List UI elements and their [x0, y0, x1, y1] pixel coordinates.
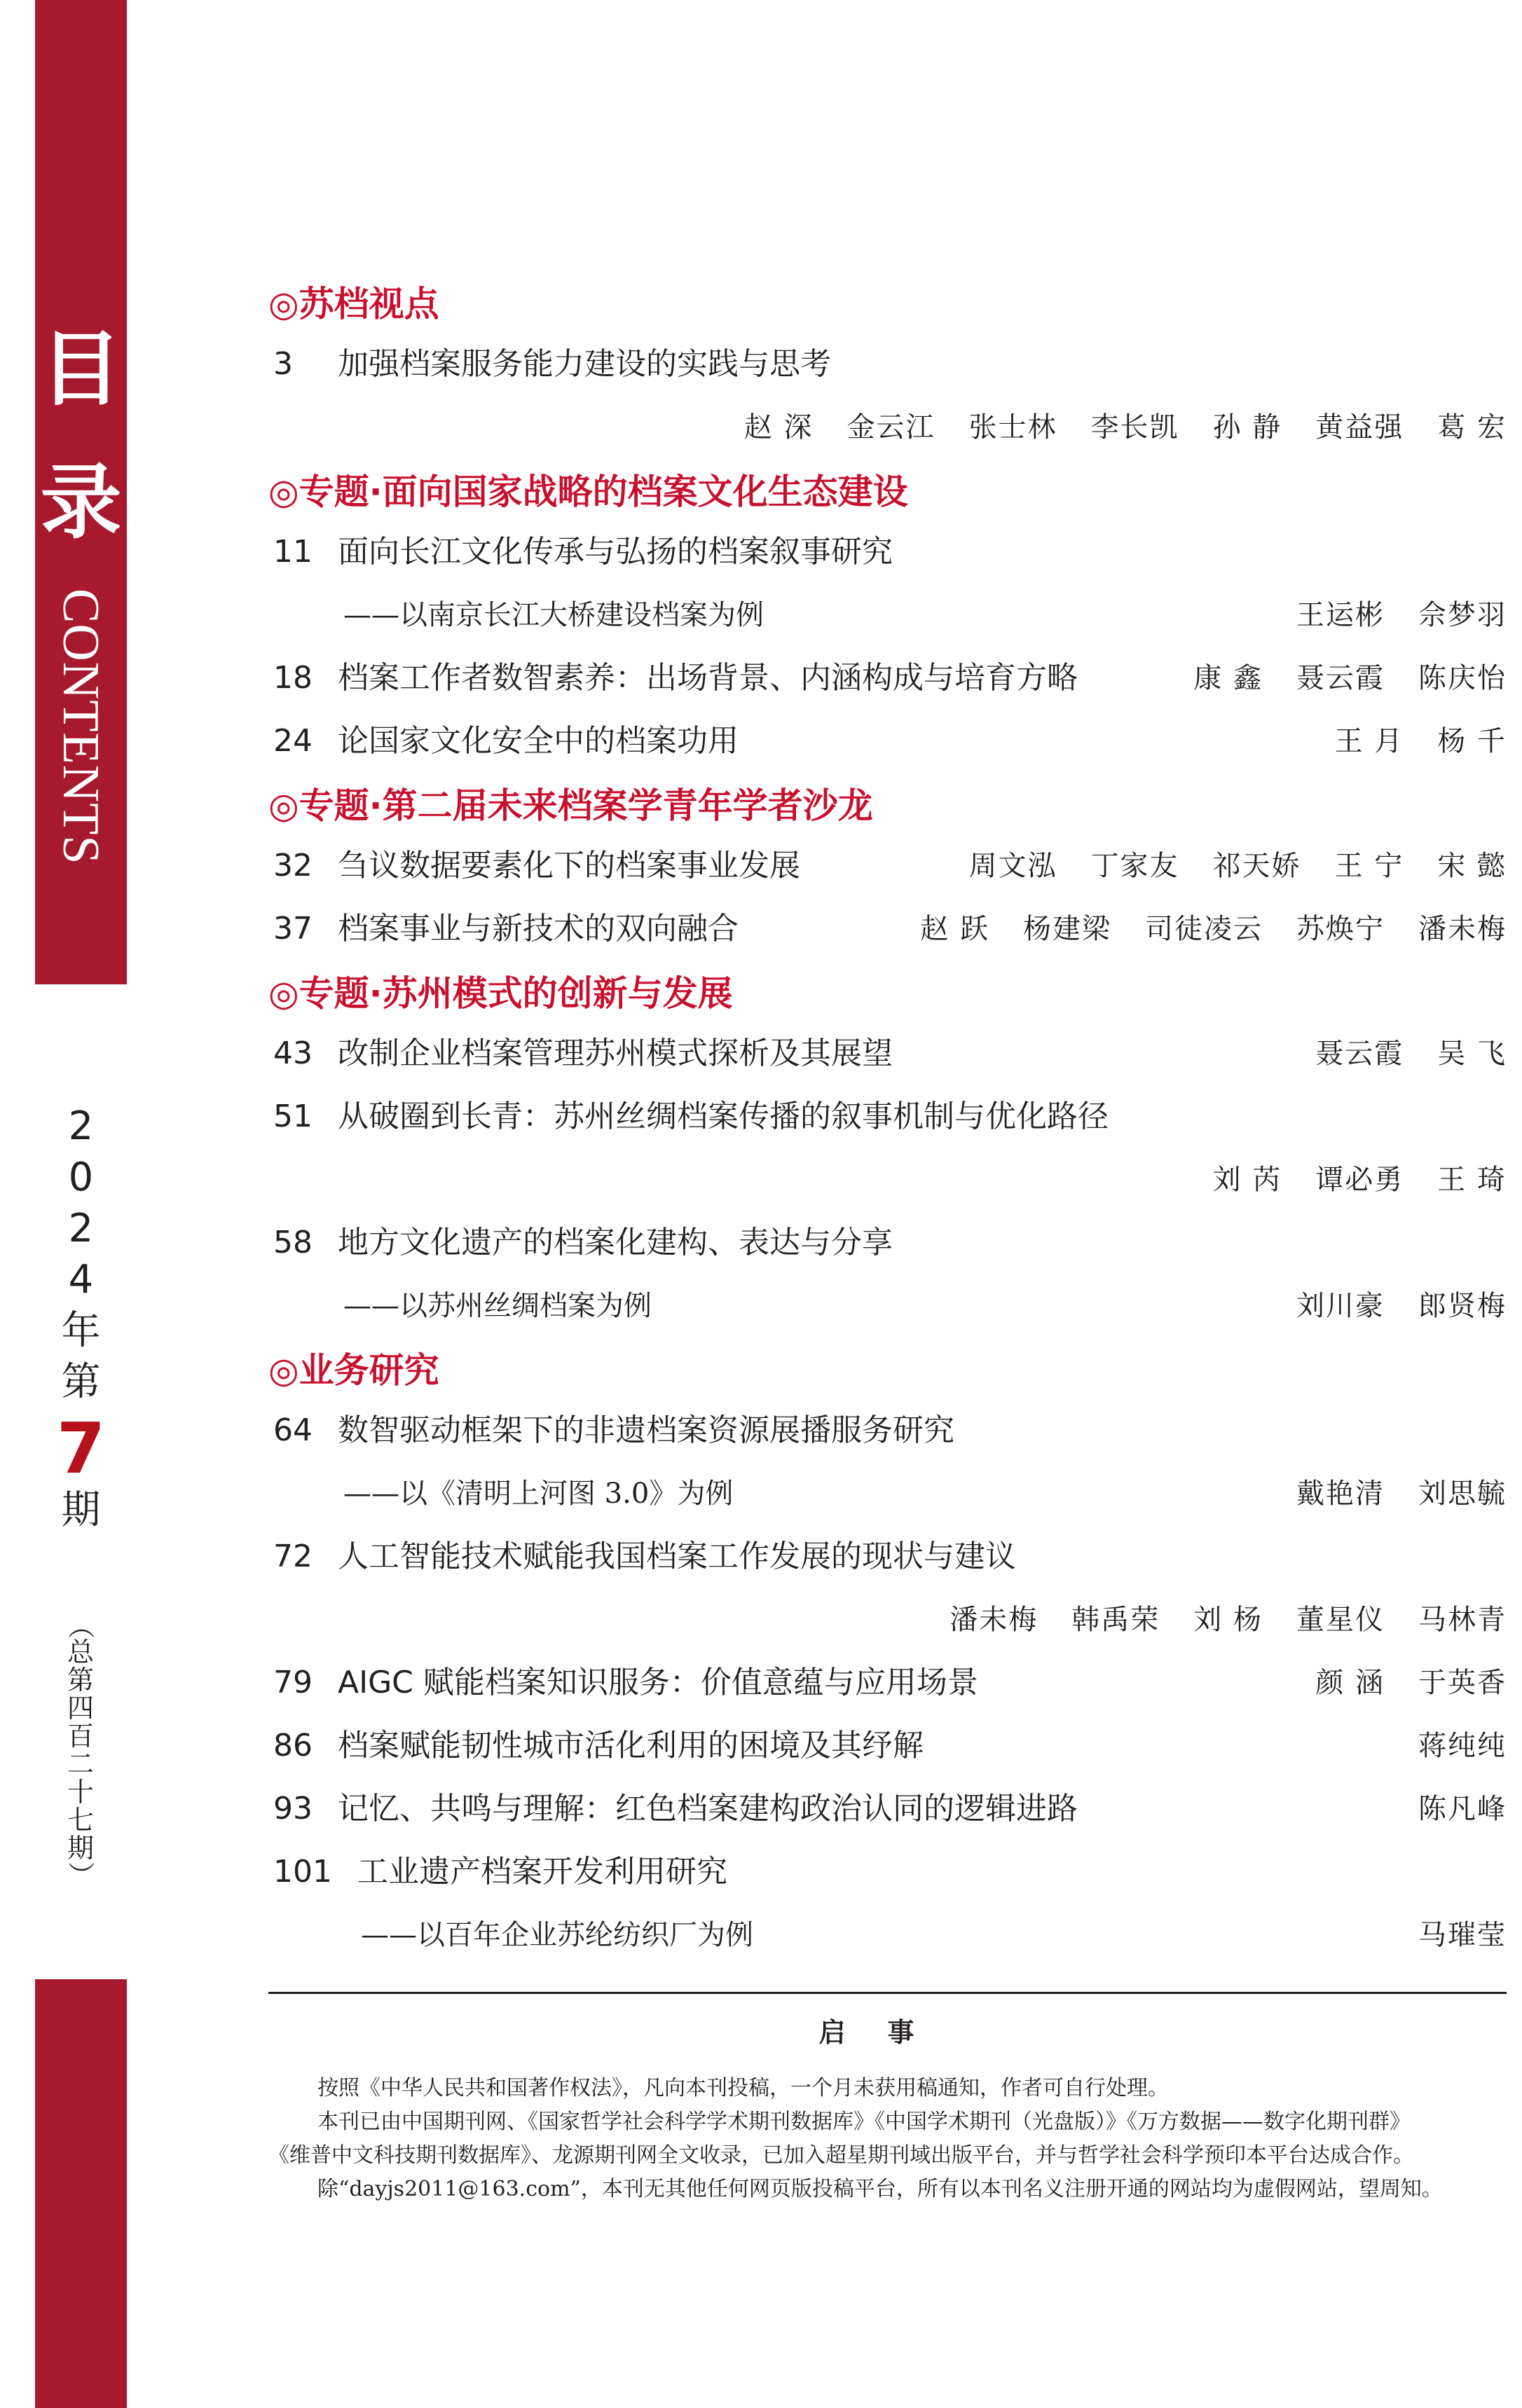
article-title: 面向长江文化传承与弘扬的档案叙事研究	[338, 534, 893, 570]
author-line	[273, 1592, 1507, 1648]
author-name: 蒋纯纯	[1418, 1730, 1507, 1762]
authors	[1385, 1781, 1507, 1837]
author-name: 杨 千	[1437, 725, 1507, 757]
author-name: 张士林	[968, 411, 1057, 443]
subtitle-line	[273, 1907, 1507, 1963]
page-number: 72	[273, 1539, 313, 1574]
article-title: 从破圈到长青：苏州丝绸档案传播的叙事机制与优化路径	[338, 1099, 1109, 1134]
page-number: 79	[273, 1665, 313, 1700]
author-name: 金云江	[846, 411, 935, 443]
author-name: 吴 飞	[1437, 1038, 1507, 1070]
contents-title-en: CONTENTS	[52, 589, 109, 865]
author-name: 赵 深	[743, 411, 814, 443]
toc-entry[interactable]	[273, 1215, 1507, 1271]
author-name: 戴艳清	[1296, 1478, 1385, 1510]
article-title: 档案工作者数智素养：出场背景、内涵构成与培育方略	[338, 660, 1078, 696]
authors	[1282, 1655, 1507, 1711]
toc-entry[interactable]	[273, 336, 1507, 392]
toc-entry[interactable]	[273, 1529, 1507, 1585]
page-number: 11	[273, 534, 313, 570]
toc-entry[interactable]	[273, 1718, 1507, 1774]
author-name: 赵 跃	[920, 913, 989, 945]
article-subtitle: ——以苏州丝绸档案为例	[343, 1290, 652, 1322]
article-title: 刍议数据要素化下的档案事业发展	[338, 848, 800, 883]
toc-entry[interactable]	[273, 1026, 1507, 1082]
article-title: 记忆、共鸣与理解：红色档案建构政治认同的逻辑进路	[338, 1791, 1078, 1826]
toc-entry[interactable]	[273, 713, 1507, 769]
red-band-bottom	[35, 1979, 127, 2408]
author-name: 孙 静	[1212, 411, 1282, 443]
authors	[1301, 713, 1507, 769]
toc-entry[interactable]	[273, 524, 1507, 580]
authors	[1385, 1718, 1507, 1774]
author-name: 李长凯	[1090, 411, 1179, 443]
notice-line: 本刊已由中国期刊网、《国家哲学社会科学学术期刊数据库》《中国学术期刊（光盘版）》《万方数据——数字化期刊群》	[317, 2110, 1411, 2134]
page-number: 58	[273, 1225, 313, 1260]
toc-entry[interactable]	[273, 1403, 1507, 1459]
page-number: 18	[273, 660, 313, 696]
year-digit: 0	[68, 1155, 94, 1200]
article-subtitle: ——以《清明上河图 3.0》为例	[343, 1478, 734, 1510]
year-digit: 4	[68, 1257, 94, 1302]
author-name: 司徒凌云	[1145, 913, 1263, 945]
author-name: 刘 杨	[1193, 1604, 1263, 1636]
author-name: 刘思毓	[1418, 1478, 1507, 1510]
author-name: 潘未梅	[1418, 913, 1507, 945]
authors	[1385, 1907, 1507, 1963]
article-title: 档案事业与新技术的双向融合	[338, 911, 739, 947]
article-title: 人工智能技术赋能我国档案工作发展的现状与建议	[338, 1539, 1016, 1574]
toc-entry[interactable]	[273, 1781, 1507, 1837]
author-name: 马林青	[1418, 1604, 1507, 1636]
notice-line: 按照《中华人民共和国著作权法》，凡向本刊投稿，一个月未获用稿通知，作者可自行处理。	[317, 2076, 1169, 2100]
author-name: 王 琦	[1437, 1164, 1507, 1196]
author-name: 苏焕宁	[1296, 913, 1385, 945]
year-digit: 2	[68, 1103, 94, 1149]
article-title: 工业遗产档案开发利用研究	[357, 1854, 727, 1890]
toc-entry[interactable]	[273, 650, 1507, 706]
subtitle-line	[273, 1466, 1507, 1522]
author-name: 佘梦羽	[1418, 599, 1507, 631]
section-heading[interactable]: ◎专题·面向国家战略的档案文化生态建设	[268, 472, 908, 512]
article-title: 数智驱动框架下的非遗档案资源展播服务研究	[338, 1412, 954, 1448]
article-title: 改制企业档案管理苏州模式探析及其展望	[338, 1036, 893, 1071]
page-number: 32	[273, 848, 313, 883]
section-heading[interactable]: ◎业务研究	[268, 1350, 439, 1391]
author-name: 马璀莹	[1418, 1919, 1507, 1951]
authors	[916, 1592, 1507, 1648]
section-heading[interactable]: ◎专题·苏州模式的创新与发展	[268, 973, 733, 1014]
authors	[1282, 1026, 1507, 1082]
total-issue-label: （ 总 第 四 百 二 十 七 期 ）	[65, 1611, 96, 1888]
author-name: 谭必勇	[1315, 1164, 1404, 1196]
year-digit: 2	[68, 1206, 94, 1251]
author-name: 杨建梁	[1023, 913, 1111, 945]
contents-title-char-2: 录	[40, 455, 122, 550]
author-name: 韩禹荣	[1071, 1604, 1160, 1636]
page-number: 43	[273, 1036, 313, 1071]
toc-entry[interactable]	[273, 1655, 1507, 1711]
authors	[711, 399, 1507, 455]
authors	[1160, 650, 1507, 706]
author-name: 葛 宏	[1437, 411, 1507, 443]
author-name: 宋 懿	[1437, 850, 1507, 882]
toc-entry[interactable]	[273, 901, 1507, 957]
author-line	[273, 399, 1507, 455]
page-number: 86	[273, 1728, 313, 1763]
authors	[1263, 1466, 1507, 1522]
year-suffix: 年	[61, 1308, 101, 1354]
section-heading[interactable]: ◎专题·第二届未来档案学青年学者沙龙	[268, 785, 873, 826]
page-number: 24	[273, 723, 313, 759]
article-title: 地方文化遗产的档案化建构、表达与分享	[338, 1225, 893, 1260]
author-name: 刘川豪	[1296, 1290, 1385, 1322]
notice-title: 启事	[818, 2016, 957, 2048]
author-name: 丁家友	[1090, 850, 1179, 882]
toc-entry[interactable]	[273, 1844, 1507, 1900]
author-name: 周文泓	[968, 850, 1057, 882]
author-name: 陈凡峰	[1418, 1793, 1507, 1825]
author-name: 潘未梅	[949, 1604, 1038, 1636]
authors	[1179, 1152, 1507, 1208]
toc-entry[interactable]	[273, 838, 1507, 894]
author-line	[273, 1152, 1507, 1208]
notice-line: 除“dayjs2011@163.com”，本刊无其他任何网页版投稿平台，所有以本刊名义注册开通的网站均为虚假网站，望周知。	[317, 2177, 1443, 2201]
authors	[1263, 1278, 1507, 1334]
author-name: 颜 涵	[1315, 1667, 1385, 1699]
author-name: 刘 芮	[1212, 1164, 1282, 1196]
author-name: 董星仪	[1296, 1604, 1385, 1636]
page-number: 3	[273, 346, 293, 382]
author-name: 黄益强	[1315, 411, 1404, 443]
article-title: 论国家文化安全中的档案功用	[338, 723, 739, 759]
contents-title-char-1: 目	[40, 322, 122, 417]
authors	[935, 838, 1507, 894]
issue-info	[35, 1103, 127, 1542]
notice-line: 《维普中文科技期刊数据库》、龙源期刊网全文收录，已加入超星期刊域出版平台，并与哲学社会科学预印本平台达成合作。	[268, 2143, 1414, 2168]
author-name: 王 宁	[1334, 850, 1404, 882]
author-name: 聂云霞	[1315, 1038, 1404, 1070]
notice-divider	[268, 1992, 1507, 1994]
issue-suffix: 期	[61, 1487, 101, 1533]
page-number: 93	[273, 1791, 313, 1826]
section-heading[interactable]: ◎苏档视点	[268, 284, 439, 324]
page-number: 64	[273, 1412, 313, 1448]
article-title: AIGC 赋能档案知识服务：价值意蕴与应用场景	[338, 1665, 978, 1700]
article-title: 加强档案服务能力建设的实践与思考	[338, 346, 831, 382]
author-name: 康 鑫	[1193, 662, 1263, 694]
author-name: 于英香	[1418, 1667, 1507, 1699]
toc-entry[interactable]	[273, 1089, 1507, 1145]
page-number: 51	[273, 1099, 313, 1134]
page-number: 37	[273, 911, 313, 947]
article-title: 档案赋能韧性城市活化利用的困境及其纾解	[338, 1728, 924, 1763]
subtitle-line	[273, 1278, 1507, 1334]
author-name: 王 月	[1334, 725, 1404, 757]
author-name: 祁天娇	[1212, 850, 1301, 882]
author-name: 王运彬	[1296, 599, 1385, 631]
issue-number: 7	[56, 1408, 106, 1489]
article-subtitle: ——以南京长江大桥建设档案为例	[343, 599, 764, 631]
author-name: 聂云霞	[1296, 662, 1385, 694]
issue-prefix: 第	[61, 1359, 101, 1405]
page-number: 101	[273, 1854, 332, 1890]
author-name: 陈庆怡	[1418, 662, 1507, 694]
authors	[886, 901, 1507, 957]
subtitle-line	[273, 587, 1507, 643]
authors	[1263, 587, 1507, 643]
article-subtitle: ——以百年企业苏纶纺织厂为例	[361, 1919, 753, 1951]
author-name: 郎贤梅	[1418, 1290, 1507, 1322]
